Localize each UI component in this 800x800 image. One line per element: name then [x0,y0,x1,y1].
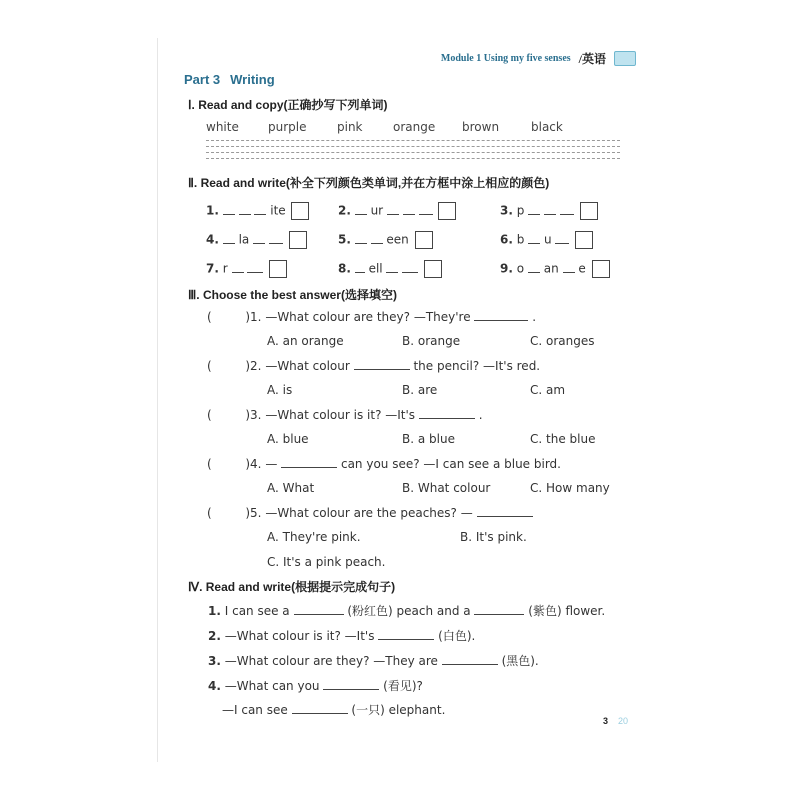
fill-item: 7. r [206,260,287,278]
answer-bracket[interactable]: ( [207,359,212,373]
option[interactable]: A. They're pink. [267,530,361,544]
fill-item: 5. een [338,231,433,249]
answer-blank[interactable] [528,233,540,244]
answer-bracket[interactable]: ( [207,457,212,471]
option[interactable]: C. am [530,383,566,397]
answer-blank[interactable] [292,703,348,714]
copy-word: black [531,120,563,134]
answer-blank[interactable] [419,408,475,419]
answer-blank[interactable] [442,654,498,665]
question-line: ( )1. —What colour are they? —They're . [207,310,537,324]
answer-blank[interactable] [386,262,398,273]
option[interactable]: B. What colour [402,481,491,495]
question-line: ( )5. —What colour are the peaches? — [207,506,533,520]
copy-word: brown [462,120,500,134]
answer-blank[interactable] [528,262,540,273]
answer-blank[interactable] [223,204,235,215]
color-box[interactable] [291,202,309,220]
question-line: ( )2. —What colour the pencil? —It's red. [207,359,541,373]
option[interactable]: B. orange [402,334,461,348]
option[interactable]: C. How many [530,481,610,495]
writing-guide-line [206,152,620,153]
page-number-secondary: 20 [618,716,629,726]
color-box[interactable] [592,260,610,278]
option[interactable]: B. a blue [402,432,455,446]
option[interactable]: A. blue [267,432,309,446]
answer-blank[interactable] [560,204,574,215]
section-2-title: Ⅱ. Read and write(补全下列颜色类单词,并在方框中涂上相应的颜色) [188,176,550,190]
book-logo-icon [614,51,636,66]
question-line: ( )3. —What colour is it? —It's . [207,408,483,422]
part-label: Part 3 [184,72,221,87]
answer-blank[interactable] [528,204,540,215]
answer-blank[interactable] [474,604,524,615]
running-header [441,50,636,67]
answer-blank[interactable] [253,233,265,244]
color-box[interactable] [575,231,593,249]
option[interactable]: A. What [267,481,315,495]
answer-blank[interactable] [555,233,569,244]
writing-guide-line [206,146,620,147]
answer-bracket[interactable]: ( [207,506,212,520]
answer-blank[interactable] [239,204,251,215]
module-title: Module 1 Using my five senses [440,53,571,64]
answer-blank[interactable] [402,262,418,273]
sentence-line: 2. —What colour is it? —It's (白色). [208,629,476,643]
fill-item: 4. la [206,231,307,249]
sentence-line: 4. —What can you (看见)? [208,679,423,693]
fill-item: 2. ur [338,202,456,220]
color-box[interactable] [289,231,307,249]
copy-word: orange [393,120,436,134]
sentence-line: 3. —What colour are they? —They are (黑色). [208,654,539,668]
color-box[interactable] [438,202,456,220]
answer-blank[interactable] [563,262,575,273]
color-box[interactable] [269,260,287,278]
color-box[interactable] [424,260,442,278]
answer-blank[interactable] [223,233,235,244]
fill-item: 9. o an e [500,260,610,278]
answer-blank[interactable] [323,679,379,690]
copy-word: purple [268,120,307,134]
answer-bracket[interactable]: ( [207,408,212,422]
answer-blank[interactable] [544,204,556,215]
answer-blank[interactable] [354,359,410,370]
color-box[interactable] [415,231,433,249]
answer-blank[interactable] [371,233,383,244]
writing-guide-line [206,158,620,159]
part-title [184,72,275,87]
answer-blank[interactable] [474,310,528,321]
answer-blank[interactable] [378,629,434,640]
option[interactable]: A. an orange [267,334,344,348]
answer-blank[interactable] [355,233,367,244]
color-box[interactable] [580,202,598,220]
answer-bracket[interactable]: ( [207,310,212,324]
option[interactable]: C. oranges [530,334,595,348]
answer-blank[interactable] [232,262,244,273]
subject-label: /英语 [578,52,606,66]
answer-blank[interactable] [294,604,344,615]
option[interactable]: A. is [267,383,293,397]
answer-blank[interactable] [247,262,263,273]
sentence-line: 1. I can see a (粉红色) peach and a (紫色) flower. [208,604,606,618]
fill-item: 3. p [500,202,598,220]
section-4-title: Ⅳ. Read and write(根据提示完成句子) [188,580,396,594]
answer-blank[interactable] [387,204,399,215]
answer-blank[interactable] [355,204,367,215]
answer-blank[interactable] [281,457,337,468]
writing-guide-line [206,140,620,141]
section-1-title: Ⅰ. Read and copy(正确抄写下列单词) [188,98,388,112]
option[interactable]: B. It's pink. [460,530,527,544]
answer-blank[interactable] [254,204,266,215]
answer-blank[interactable] [477,506,533,517]
option[interactable]: B. are [402,383,438,397]
question-line: ( )4. — can you see? —I can see a blue bird. [207,457,561,471]
fill-item: 1. ite [206,202,309,220]
answer-blank[interactable] [403,204,415,215]
answer-blank[interactable] [269,233,283,244]
copy-word: white [206,120,239,134]
section-3-title: Ⅲ. Choose the best answer(选择填空) [188,288,397,302]
option[interactable]: C. It's a pink peach. [267,555,386,569]
part-heading: Writing [230,72,275,87]
fill-item: 8. ell [338,260,442,278]
option[interactable]: C. the blue [530,432,596,446]
copy-word: pink [337,120,363,134]
sentence-line: —I can see (一只) elephant. [222,703,446,717]
fill-item: 6. b u [500,231,593,249]
page-number: 3 [603,716,609,726]
answer-blank[interactable] [419,204,433,215]
answer-blank[interactable] [355,262,365,273]
